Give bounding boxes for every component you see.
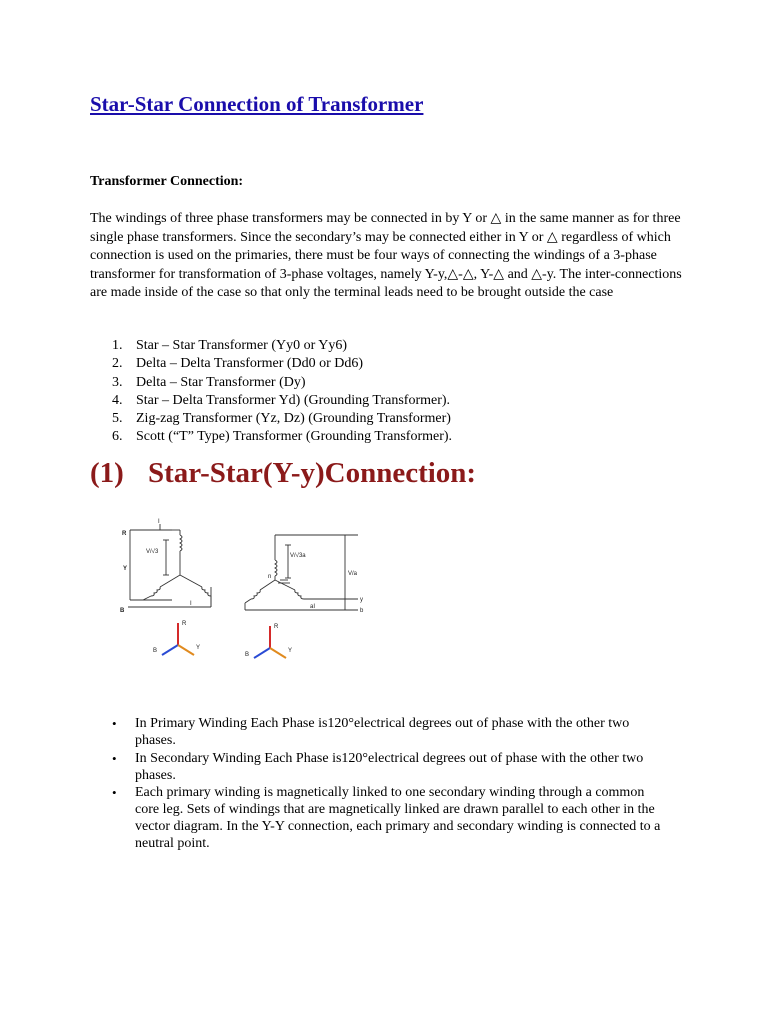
phasor-primary (153, 621, 200, 655)
label-primary-voltage: V/√3 (146, 549, 159, 555)
label-secondary-n: n (268, 574, 272, 580)
section-heading (90, 457, 476, 490)
intro-paragraph (90, 210, 690, 303)
list-item-number: 6. (112, 429, 123, 445)
label-secondary-y: y (360, 597, 363, 603)
list-item-number: 1. (112, 338, 123, 353)
label-secondary-voltage: V/√3a (290, 553, 306, 559)
phasor-label-Y: Y (196, 645, 201, 651)
section-number: (1) (90, 457, 124, 489)
phasor-secondary (245, 624, 292, 658)
label-primary-current-bottom: I (190, 601, 192, 607)
list-item (90, 750, 670, 784)
list-item-number: 2. (112, 356, 123, 372)
list-item-text: Star – Star Transformer (Yy0 or Yy6) (136, 338, 348, 353)
label-secondary-current: aI (310, 604, 316, 610)
bullet-marker: • (112, 785, 117, 800)
list-item-text: Scott (“T” Type) Transformer (Grounding Transformer). (136, 429, 453, 445)
phasor-label-B: B (153, 648, 158, 654)
label-secondary-b: b (360, 608, 364, 614)
section-heading-text: Star-Star(Y-y)Connection: (148, 457, 477, 489)
label-primary-current: I (158, 519, 160, 525)
list-item-number: 4. (112, 392, 123, 408)
star-star-diagram-svg (110, 515, 370, 675)
list-item (90, 428, 650, 446)
star-star-diagram (110, 515, 370, 675)
intro-text: The windings of three phase transformers may be connected in by Y or △ in the same manner as for three single phase transformers. Since the secondary’s may be connected either in Y or △ regardless of which connection is used on the primaries, there must be four ways of connecting the windings of a 3-phase transformer for transformation of 3-phase voltages, namely Y-y,△-△, Y-△ and △-y. The inter-connections are made inside of the case so that only the terminal leads need to be brought outside the case (90, 211, 682, 300)
bullet-text: In Secondary Winding Each Phase is120°electrical degrees out of phase with the other two phases. (135, 750, 644, 783)
list-item (90, 410, 650, 428)
list-item (90, 374, 650, 392)
phasor-label-R: R (182, 621, 187, 627)
list-item-text: Delta – Delta Transformer (Dd0 or Dd6) (136, 356, 364, 372)
list-item (90, 784, 670, 852)
subheading-transformer-connection: Transformer Connection: (90, 174, 244, 189)
bullet-marker: • (112, 716, 117, 731)
phase-notes-list (90, 715, 670, 853)
list-item-number: 5. (112, 411, 123, 427)
list-item-text: Zig-zag Transformer (Yz, Dz) (Grounding Transformer) (136, 411, 451, 427)
secondary-winding-lines (245, 535, 358, 610)
page-title[interactable]: Star-Star Connection of Transformer (90, 92, 424, 116)
list-item (90, 337, 650, 355)
primary-winding-lines (128, 524, 211, 607)
phasor-label-B2: B (245, 652, 250, 658)
list-item-text: Star – Delta Transformer Yd) (Grounding Transformer). (136, 392, 451, 408)
list-item-text: Delta – Star Transformer (Dy) (136, 374, 306, 390)
label-B: B (120, 608, 125, 614)
bullet-marker: • (112, 750, 117, 766)
bullet-text: In Primary Winding Each Phase is120°electrical degrees out of phase with the other two phases. (135, 716, 630, 748)
phasor-label-Y2: Y (288, 648, 293, 654)
label-R: R (122, 531, 127, 537)
list-item (90, 392, 650, 410)
label-secondary-ratio: V/a (348, 571, 358, 577)
list-item (90, 715, 670, 749)
list-item (90, 355, 650, 373)
connection-types-list (90, 337, 650, 447)
list-item-number: 3. (112, 374, 123, 390)
label-Y: Y (123, 566, 128, 572)
bullet-text: Each primary winding is magnetically linked to one secondary winding through a common core leg. Sets of windings that are magnetically linked are drawn parallel to each other in the vector diagram. In the Y-Y connection, each primary and secondary winding is connected to a neutral point. (135, 785, 661, 851)
phasor-label-R2: R (274, 624, 279, 630)
